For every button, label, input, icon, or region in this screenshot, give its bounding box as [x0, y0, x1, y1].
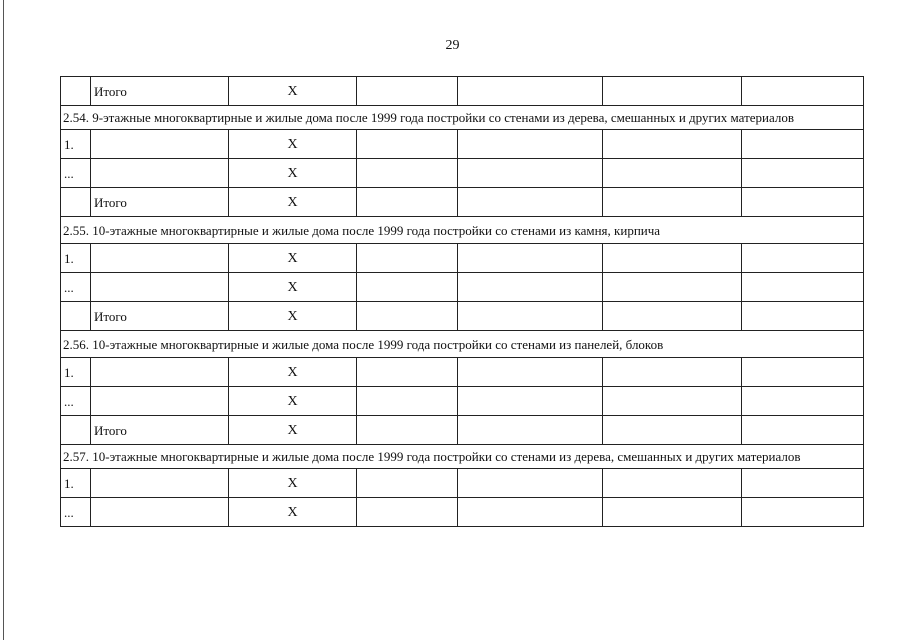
- empty-cell: [603, 387, 742, 416]
- row-number-cell: 1.: [61, 358, 91, 387]
- x-mark-cell: X: [229, 387, 357, 416]
- empty-cell: [742, 159, 864, 188]
- table-row: [61, 387, 864, 416]
- empty-cell: [603, 469, 742, 498]
- row-name-cell: [91, 244, 229, 273]
- empty-cell: [742, 416, 864, 445]
- x-mark-cell: X: [229, 130, 357, 159]
- row-name-cell: Итого: [91, 77, 229, 106]
- empty-cell: [603, 358, 742, 387]
- row-number-cell: [61, 416, 91, 445]
- row-name-cell: [91, 159, 229, 188]
- table-row: [61, 159, 864, 188]
- empty-cell: [357, 188, 458, 217]
- empty-cell: [357, 358, 458, 387]
- table-row: [61, 469, 864, 498]
- table-body: [61, 77, 864, 527]
- empty-cell: [458, 302, 603, 331]
- x-mark-cell: X: [229, 416, 357, 445]
- row-name-cell: [91, 469, 229, 498]
- empty-cell: [458, 416, 603, 445]
- empty-cell: [458, 273, 603, 302]
- empty-cell: [742, 302, 864, 331]
- empty-cell: [742, 244, 864, 273]
- empty-cell: [357, 244, 458, 273]
- empty-cell: [458, 244, 603, 273]
- section-title: 2.57. 10-этажные многоквартирные и жилые дома после 1999 года постройки со стенами из дерева, смешанных и других материалов: [61, 445, 864, 469]
- empty-cell: [357, 302, 458, 331]
- x-mark-cell: X: [229, 302, 357, 331]
- row-name-cell: [91, 273, 229, 302]
- empty-cell: [603, 77, 742, 106]
- empty-cell: [742, 469, 864, 498]
- table-row: [61, 273, 864, 302]
- section-header-row: [61, 331, 864, 358]
- row-number-cell: [61, 77, 91, 106]
- table-row: [61, 358, 864, 387]
- row-name-cell: [91, 498, 229, 527]
- empty-cell: [742, 77, 864, 106]
- empty-cell: [458, 77, 603, 106]
- row-number-cell: 1.: [61, 244, 91, 273]
- table-row: [61, 244, 864, 273]
- empty-cell: [603, 498, 742, 527]
- empty-cell: [603, 130, 742, 159]
- empty-cell: [603, 302, 742, 331]
- empty-cell: [357, 77, 458, 106]
- section-header-row: [61, 106, 864, 130]
- table-row: [61, 77, 864, 106]
- row-number-cell: 1.: [61, 130, 91, 159]
- empty-cell: [357, 469, 458, 498]
- x-mark-cell: X: [229, 273, 357, 302]
- empty-cell: [603, 188, 742, 217]
- empty-cell: [603, 416, 742, 445]
- row-number-cell: ...: [61, 159, 91, 188]
- table-row: [61, 188, 864, 217]
- page-number: 29: [445, 38, 460, 53]
- empty-cell: [742, 387, 864, 416]
- section-title: 2.54. 9-этажные многоквартирные и жилые дома после 1999 года постройки со стенами из дерева, смешанных и других материалов: [61, 106, 864, 130]
- row-number-cell: 1.: [61, 469, 91, 498]
- empty-cell: [742, 273, 864, 302]
- empty-cell: [458, 130, 603, 159]
- row-name-cell: [91, 358, 229, 387]
- page-left-edge: [3, 0, 4, 640]
- empty-cell: [458, 498, 603, 527]
- empty-cell: [357, 387, 458, 416]
- empty-cell: [742, 498, 864, 527]
- table-row: [61, 498, 864, 527]
- document-table: [60, 76, 864, 527]
- x-mark-cell: X: [229, 469, 357, 498]
- row-number-cell: ...: [61, 273, 91, 302]
- x-mark-cell: X: [229, 77, 357, 106]
- row-name-cell: Итого: [91, 302, 229, 331]
- section-title: 2.56. 10-этажные многоквартирные и жилые дома после 1999 года постройки со стенами из панелей, блоков: [61, 331, 864, 358]
- empty-cell: [357, 498, 458, 527]
- empty-cell: [603, 159, 742, 188]
- x-mark-cell: X: [229, 358, 357, 387]
- empty-cell: [458, 358, 603, 387]
- row-number-cell: ...: [61, 387, 91, 416]
- empty-cell: [357, 130, 458, 159]
- section-title: 2.55. 10-этажные многоквартирные и жилые дома после 1999 года постройки со стенами из камня, кирпича: [61, 217, 864, 244]
- row-name-cell: Итого: [91, 416, 229, 445]
- section-header-row: [61, 445, 864, 469]
- empty-cell: [742, 130, 864, 159]
- x-mark-cell: X: [229, 244, 357, 273]
- empty-cell: [458, 159, 603, 188]
- row-name-cell: Итого: [91, 188, 229, 217]
- row-name-cell: [91, 387, 229, 416]
- x-mark-cell: X: [229, 498, 357, 527]
- table-row: [61, 130, 864, 159]
- row-number-cell: ...: [61, 498, 91, 527]
- table-row: [61, 302, 864, 331]
- empty-cell: [603, 273, 742, 302]
- row-name-cell: [91, 130, 229, 159]
- empty-cell: [603, 244, 742, 273]
- row-number-cell: [61, 302, 91, 331]
- empty-cell: [357, 273, 458, 302]
- table-row: [61, 416, 864, 445]
- section-header-row: [61, 217, 864, 244]
- row-number-cell: [61, 188, 91, 217]
- empty-cell: [357, 416, 458, 445]
- empty-cell: [458, 387, 603, 416]
- x-mark-cell: X: [229, 188, 357, 217]
- empty-cell: [357, 159, 458, 188]
- empty-cell: [458, 469, 603, 498]
- x-mark-cell: X: [229, 159, 357, 188]
- empty-cell: [458, 188, 603, 217]
- empty-cell: [742, 358, 864, 387]
- empty-cell: [742, 188, 864, 217]
